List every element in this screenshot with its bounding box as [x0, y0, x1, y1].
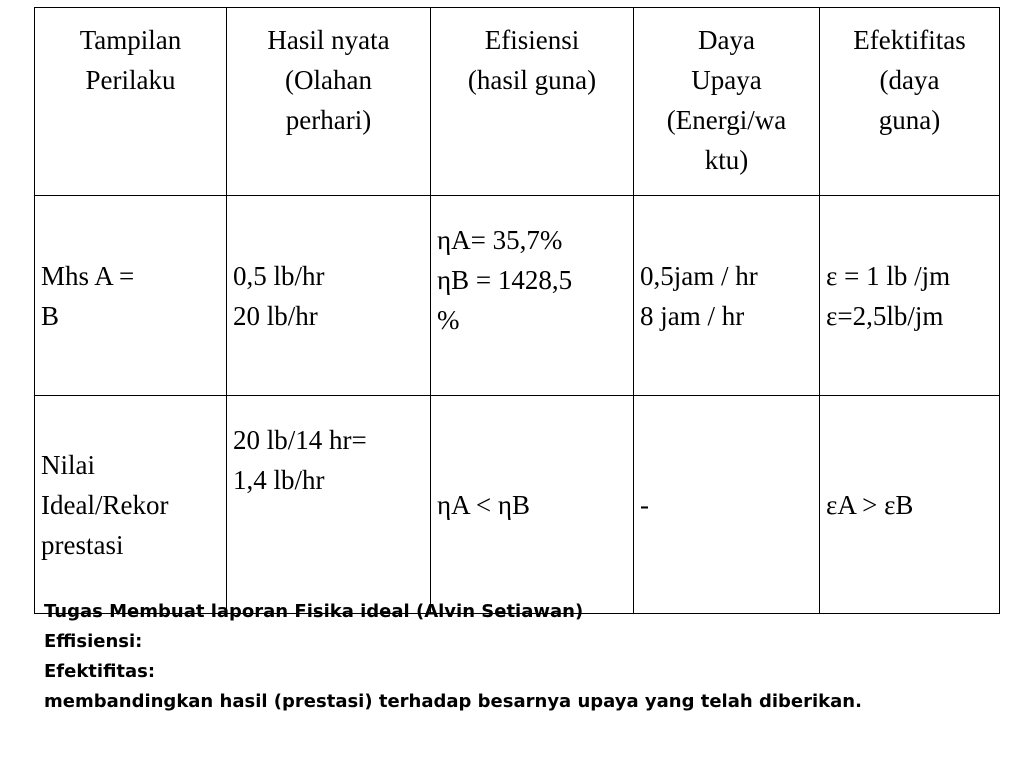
- note-efisiensi-label: Effisiensi:: [44, 631, 143, 652]
- cell-hasil-nyata: 0,5 lb/hr 20 lb/hr: [227, 196, 431, 396]
- cell-efisiensi: ηA= 35,7% ηB = 1428,5 %: [431, 196, 634, 396]
- table-row: [35, 196, 1000, 396]
- note-assignment: Tugas Membuat laporan Fisika ideal (Alvin Setiawan): [44, 601, 584, 622]
- header-daya-upaya: Daya Upaya (Energi/wa ktu): [634, 8, 820, 196]
- cell-daya-upaya: -: [634, 396, 820, 614]
- table-row: [35, 396, 1000, 614]
- cell-hasil-nyata: 20 lb/14 hr= 1,4 lb/hr: [227, 396, 431, 614]
- header-tampilan-perilaku: Tampilan Perilaku: [35, 8, 227, 196]
- cell-efektifitas: ε = 1 lb /jm ε=2,5lb/jm: [820, 196, 1000, 396]
- notes-block: [44, 597, 862, 717]
- cell-mhs-label: Mhs A = B: [35, 196, 227, 396]
- cell-daya-upaya: 0,5jam / hr 8 jam / hr: [634, 196, 820, 396]
- note-efektifitas-label: Efektifitas:: [44, 661, 156, 682]
- table-header-row: [35, 8, 1000, 196]
- cell-efisiensi: ηA < ηB: [431, 396, 634, 614]
- header-efisiensi: Efisiensi (hasil guna): [431, 8, 634, 196]
- note-definition: membandingkan hasil (prestasi) terhadap besarnya upaya yang telah diberikan.: [44, 691, 862, 712]
- header-efektifitas: Efektifitas (daya guna): [820, 8, 1000, 196]
- header-hasil-nyata: Hasil nyata (Olahan perhari): [227, 8, 431, 196]
- cell-efektifitas: εA > εB: [820, 396, 1000, 614]
- cell-nilai-ideal-label: Nilai Ideal/Rekor prestasi: [35, 396, 227, 614]
- comparison-table: [34, 7, 1000, 614]
